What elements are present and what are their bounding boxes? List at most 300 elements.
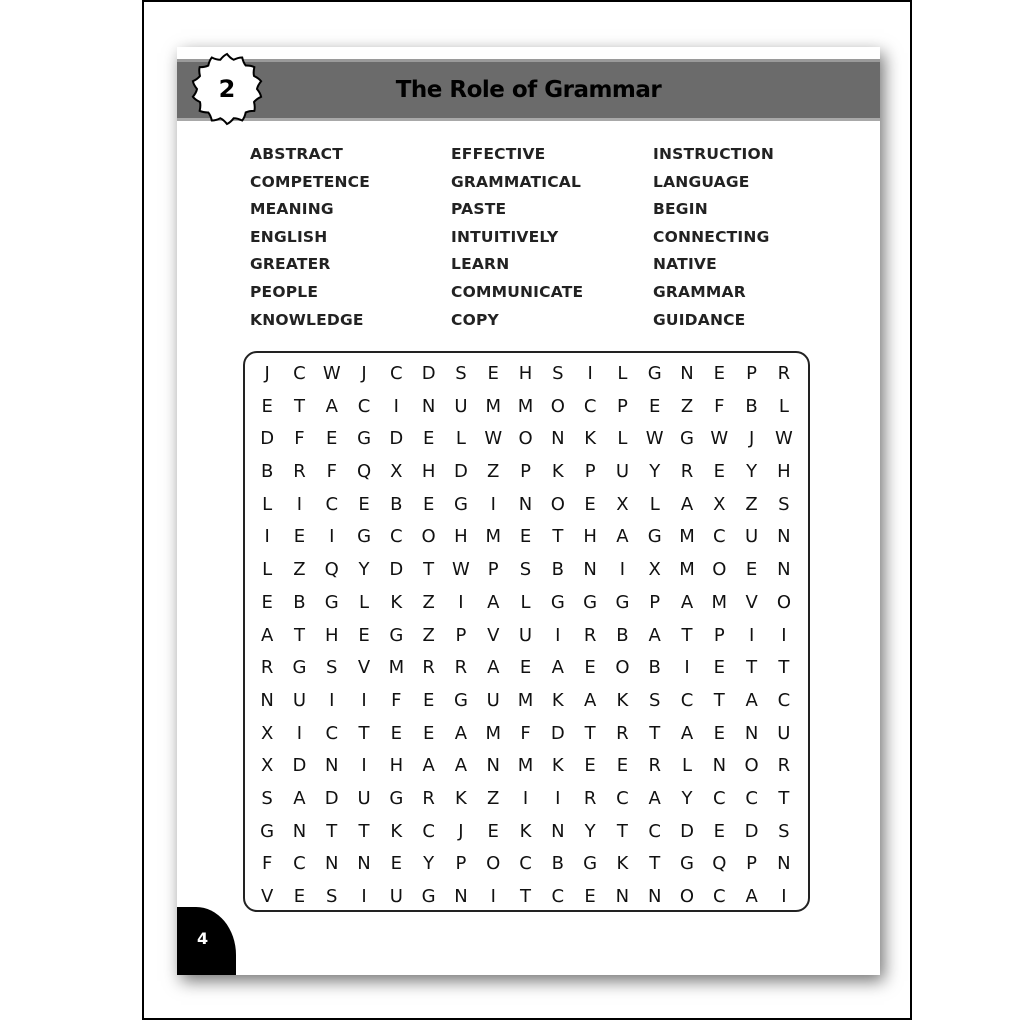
grid-row: [251, 358, 800, 391]
grid-cell[interactable]: M: [679, 526, 695, 548]
grid-cell[interactable]: I: [619, 559, 626, 581]
grid-cell[interactable]: T: [358, 722, 370, 744]
grid-cell[interactable]: I: [458, 591, 464, 613]
grid-cell[interactable]: A: [260, 624, 274, 646]
grid-cell[interactable]: U: [389, 886, 403, 907]
grid-cell[interactable]: S: [552, 363, 564, 384]
grid-cell[interactable]: Y: [358, 559, 370, 581]
grid-cell[interactable]: T: [584, 722, 596, 744]
grid-cell[interactable]: K: [551, 755, 564, 777]
grid-cell[interactable]: G: [421, 886, 436, 907]
grid-cell[interactable]: I: [555, 787, 561, 809]
grid-cell[interactable]: J: [748, 428, 755, 450]
grid-cell[interactable]: C: [422, 820, 435, 842]
grid-cell[interactable]: G: [583, 591, 598, 613]
grid-row: [251, 783, 800, 816]
grid-cell[interactable]: B: [648, 657, 661, 679]
grid-cell[interactable]: H: [777, 461, 791, 483]
grid-cell[interactable]: B: [390, 493, 403, 515]
grid-cell[interactable]: N: [615, 886, 630, 907]
grid-cell[interactable]: G: [647, 526, 662, 548]
grid-cell[interactable]: U: [777, 722, 791, 744]
grid-cell[interactable]: U: [357, 787, 371, 809]
grid-cell[interactable]: S: [455, 363, 467, 384]
grid-cell[interactable]: N: [680, 363, 694, 384]
grid-cell[interactable]: G: [680, 853, 694, 875]
grid-cell[interactable]: O: [776, 591, 791, 613]
grid-cell[interactable]: I: [781, 624, 787, 646]
grid-cell[interactable]: R: [454, 657, 468, 679]
grid-cell[interactable]: K: [519, 820, 532, 842]
grid-cell[interactable]: E: [584, 493, 596, 515]
grid-cell[interactable]: N: [551, 428, 565, 450]
grid-cell[interactable]: P: [713, 624, 725, 646]
grid-cell[interactable]: D: [260, 428, 275, 450]
grid-cell[interactable]: A: [745, 689, 758, 711]
grid-cell[interactable]: Y: [649, 461, 661, 483]
grid-cell[interactable]: T: [713, 689, 725, 711]
grid-cell[interactable]: L: [681, 755, 693, 777]
grid-cell[interactable]: D: [680, 820, 694, 842]
grid-cell[interactable]: D: [292, 755, 307, 777]
grid-cell[interactable]: K: [616, 689, 629, 711]
grid-cell[interactable]: O: [550, 395, 565, 417]
grid-cell[interactable]: O: [421, 526, 436, 548]
grid-cell[interactable]: X: [390, 461, 403, 483]
grid-cell[interactable]: O: [615, 657, 630, 679]
grid-cell[interactable]: R: [616, 722, 629, 744]
grid-cell[interactable]: R: [777, 363, 791, 384]
grid-cell[interactable]: K: [551, 689, 564, 711]
grid-cell[interactable]: X: [260, 722, 274, 744]
grid-cell[interactable]: V: [745, 591, 758, 613]
grid-cell[interactable]: P: [520, 461, 531, 483]
grid-cell[interactable]: D: [389, 559, 404, 581]
grid-cell[interactable]: N: [744, 722, 759, 744]
grid-cell[interactable]: R: [583, 624, 597, 646]
grid-cell[interactable]: E: [293, 886, 306, 907]
grid-cell[interactable]: N: [421, 395, 436, 417]
grid-cell[interactable]: U: [518, 624, 533, 646]
grid-cell[interactable]: J: [458, 820, 464, 842]
grid-cell[interactable]: F: [714, 395, 725, 417]
grid-cell[interactable]: X: [260, 755, 274, 777]
grid-cell[interactable]: J: [264, 363, 270, 384]
grid-cell[interactable]: C: [357, 395, 371, 417]
grid-cell[interactable]: H: [324, 624, 339, 646]
grid-cell[interactable]: Z: [293, 559, 306, 581]
grid-cell[interactable]: R: [422, 787, 435, 809]
grid-cell[interactable]: I: [684, 657, 690, 679]
grid-cell[interactable]: T: [520, 886, 532, 907]
grid-cell[interactable]: P: [746, 853, 758, 875]
page-number: 4: [197, 929, 209, 948]
grid-cell[interactable]: B: [293, 591, 306, 613]
grid-cell[interactable]: G: [550, 591, 565, 613]
grid-cell[interactable]: N: [292, 820, 307, 842]
grid-cell[interactable]: D: [744, 820, 759, 842]
grid-cell[interactable]: I: [393, 395, 399, 417]
grid-cell[interactable]: I: [361, 886, 367, 907]
grid-cell[interactable]: A: [648, 787, 661, 809]
grid-cell[interactable]: E: [487, 820, 499, 842]
grid-cell[interactable]: C: [583, 395, 597, 417]
grid-cell[interactable]: T: [326, 820, 338, 842]
grid-cell[interactable]: I: [296, 493, 303, 515]
grid-cell[interactable]: V: [260, 886, 274, 907]
grid-cell[interactable]: P: [616, 395, 628, 417]
grid-cell[interactable]: E: [519, 657, 532, 679]
grid-cell[interactable]: Y: [746, 461, 758, 483]
grid-cell[interactable]: I: [296, 722, 303, 744]
grid-cell[interactable]: E: [519, 526, 532, 548]
grid-cell[interactable]: Y: [681, 787, 693, 809]
grid-cell[interactable]: K: [390, 591, 403, 613]
grid-cell[interactable]: R: [777, 755, 791, 777]
grid-cell[interactable]: X: [616, 493, 629, 515]
grid-cell[interactable]: G: [453, 493, 468, 515]
grid-cell[interactable]: T: [616, 820, 628, 842]
grid-cell[interactable]: G: [389, 624, 404, 646]
grid-cell[interactable]: U: [745, 526, 759, 548]
grid-cell[interactable]: E: [713, 657, 725, 679]
grid-cell[interactable]: C: [293, 363, 306, 384]
grid-cell[interactable]: T: [358, 820, 370, 842]
grid-cell[interactable]: B: [551, 559, 564, 581]
grid-cell[interactable]: D: [421, 363, 436, 384]
word-list-column-2: [451, 141, 583, 334]
grid-cell[interactable]: C: [551, 886, 565, 907]
grid-cell[interactable]: M: [485, 722, 501, 744]
word-list-item: GRAMMAR: [653, 282, 746, 301]
grid-cell[interactable]: C: [293, 853, 306, 875]
grid-cell[interactable]: N: [260, 689, 274, 711]
grid-cell[interactable]: K: [551, 461, 564, 483]
grid-cell[interactable]: G: [453, 689, 468, 711]
grid-cell[interactable]: I: [748, 624, 755, 646]
grid-cell[interactable]: I: [490, 886, 496, 907]
grid-cell[interactable]: M: [711, 591, 728, 613]
grid-cell[interactable]: E: [390, 722, 403, 744]
grid-cell[interactable]: E: [584, 886, 596, 907]
grid-cell[interactable]: G: [389, 787, 404, 809]
grid-cell[interactable]: O: [550, 493, 565, 515]
grid-cell[interactable]: A: [648, 624, 661, 646]
grid-cell[interactable]: L: [262, 559, 273, 581]
grid-cell[interactable]: N: [518, 493, 533, 515]
grid-cell[interactable]: Y: [423, 853, 435, 875]
grid-cell[interactable]: G: [583, 853, 598, 875]
grid-cell[interactable]: R: [260, 657, 274, 679]
grid-cell[interactable]: E: [422, 689, 435, 711]
grid-cell[interactable]: E: [422, 428, 435, 450]
grid-cell[interactable]: X: [648, 559, 661, 581]
grid-cell[interactable]: E: [422, 493, 435, 515]
grid-cell[interactable]: E: [649, 395, 661, 417]
grid-cell[interactable]: E: [261, 591, 273, 613]
grid-cell[interactable]: G: [647, 363, 662, 384]
grid-cell[interactable]: D: [324, 787, 339, 809]
grid-cell[interactable]: T: [293, 624, 305, 646]
grid-cell[interactable]: N: [777, 559, 791, 581]
grid-cell[interactable]: A: [487, 591, 500, 613]
word-list-item: BEGIN: [653, 200, 708, 219]
grid-cell[interactable]: T: [649, 722, 661, 744]
grid-cell[interactable]: C: [390, 526, 403, 548]
grid-cell[interactable]: L: [617, 363, 628, 384]
grid-cell[interactable]: E: [584, 755, 596, 777]
grid-cell[interactable]: K: [616, 853, 629, 875]
grid-cell[interactable]: C: [680, 689, 694, 711]
grid-cell[interactable]: S: [778, 493, 790, 515]
grid-cell[interactable]: W: [710, 428, 729, 450]
grid-cell[interactable]: L: [520, 591, 531, 613]
grid-cell[interactable]: D: [453, 461, 468, 483]
grid-cell[interactable]: Z: [680, 395, 694, 417]
grid-cell[interactable]: W: [322, 363, 341, 384]
grid-cell[interactable]: A: [293, 787, 306, 809]
grid-cell[interactable]: M: [517, 689, 534, 711]
grid-cell[interactable]: S: [326, 886, 338, 907]
grid-cell[interactable]: B: [551, 853, 564, 875]
grid-cell[interactable]: E: [713, 722, 725, 744]
grid-cell[interactable]: K: [584, 428, 597, 450]
grid-cell[interactable]: U: [292, 689, 307, 711]
grid-cell[interactable]: E: [261, 395, 273, 417]
grid-cell[interactable]: E: [713, 461, 725, 483]
grid-cell[interactable]: E: [616, 755, 629, 777]
grid-cell[interactable]: A: [680, 722, 694, 744]
grid-cell[interactable]: I: [587, 363, 593, 384]
grid-cell[interactable]: W: [774, 428, 793, 450]
grid-cell[interactable]: L: [649, 493, 660, 515]
grid-cell[interactable]: E: [713, 363, 725, 384]
grid-cell[interactable]: E: [390, 853, 403, 875]
grid-cell[interactable]: A: [487, 657, 500, 679]
grid-cell[interactable]: I: [264, 526, 270, 548]
grid-cell[interactable]: L: [262, 493, 273, 515]
grid-cell[interactable]: T: [649, 853, 661, 875]
grid-cell[interactable]: D: [550, 722, 565, 744]
grid-cell[interactable]: V: [487, 624, 500, 646]
grid-cell[interactable]: P: [455, 624, 467, 646]
grid-cell[interactable]: G: [324, 591, 339, 613]
grid-cell[interactable]: N: [551, 820, 565, 842]
grid-cell[interactable]: Q: [324, 559, 339, 581]
grid-cell[interactable]: E: [713, 820, 725, 842]
grid-cell[interactable]: C: [777, 689, 791, 711]
grid-cell[interactable]: N: [325, 755, 339, 777]
grid-cell[interactable]: F: [391, 689, 402, 711]
grid-cell[interactable]: L: [359, 591, 370, 613]
grid-cell[interactable]: N: [712, 755, 727, 777]
grid-cell[interactable]: N: [647, 886, 662, 907]
grid-cell[interactable]: U: [454, 395, 468, 417]
grid-cell[interactable]: T: [681, 624, 693, 646]
grid-cell[interactable]: A: [680, 493, 694, 515]
grid-cell[interactable]: V: [357, 657, 371, 679]
grid-cell[interactable]: J: [361, 363, 367, 384]
grid-cell[interactable]: H: [583, 526, 597, 548]
grid-cell[interactable]: T: [552, 526, 564, 548]
grid-cell[interactable]: N: [454, 886, 468, 907]
grid-cell[interactable]: I: [329, 689, 335, 711]
grid-cell[interactable]: U: [615, 461, 629, 483]
grid-cell[interactable]: B: [745, 395, 758, 417]
grid-cell[interactable]: H: [421, 461, 436, 483]
grid-cell[interactable]: C: [713, 886, 726, 907]
grid-cell[interactable]: H: [518, 363, 533, 384]
grid-cell[interactable]: N: [357, 853, 371, 875]
grid-cell[interactable]: P: [487, 559, 499, 581]
grid-cell[interactable]: E: [487, 363, 499, 384]
grid-cell[interactable]: Z: [422, 624, 435, 646]
grid-cell[interactable]: I: [329, 526, 335, 548]
grid-cell[interactable]: Z: [487, 787, 500, 809]
grid-cell[interactable]: Q: [356, 461, 372, 483]
grid-cell[interactable]: A: [680, 591, 694, 613]
grid-cell[interactable]: S: [648, 689, 661, 711]
grid-cell[interactable]: M: [517, 755, 534, 777]
grid-cell[interactable]: X: [713, 493, 726, 515]
grid-cell[interactable]: I: [361, 755, 367, 777]
grid-cell[interactable]: C: [616, 787, 629, 809]
grid-cell[interactable]: R: [583, 787, 597, 809]
grid-cell[interactable]: M: [679, 559, 695, 581]
grid-cell[interactable]: N: [777, 526, 791, 548]
grid-cell[interactable]: N: [583, 559, 597, 581]
grid-cell[interactable]: Y: [584, 820, 596, 842]
grid-cell[interactable]: M: [485, 395, 501, 417]
grid-cell[interactable]: T: [746, 657, 758, 679]
grid-cell[interactable]: F: [326, 461, 337, 483]
grid-cell[interactable]: M: [388, 657, 405, 679]
grid-cell[interactable]: C: [519, 853, 532, 875]
grid-cell[interactable]: N: [777, 853, 791, 875]
grid-cell[interactable]: L: [778, 395, 789, 417]
grid-cell[interactable]: C: [713, 787, 726, 809]
grid-cell[interactable]: G: [292, 657, 307, 679]
grid-cell[interactable]: O: [486, 853, 501, 875]
grid-cell[interactable]: N: [486, 755, 500, 777]
grid-row: [251, 652, 800, 685]
grid-cell[interactable]: I: [555, 624, 561, 646]
grid-cell[interactable]: T: [778, 657, 790, 679]
grid-cell[interactable]: W: [484, 428, 503, 450]
grid-cell[interactable]: R: [293, 461, 306, 483]
grid-cell[interactable]: A: [745, 886, 758, 907]
grid-cell[interactable]: G: [615, 591, 630, 613]
grid-cell[interactable]: S: [778, 820, 790, 842]
grid-cell[interactable]: G: [680, 428, 694, 450]
grid-cell[interactable]: W: [452, 559, 470, 581]
grid-cell[interactable]: G: [260, 820, 275, 842]
grid-cell[interactable]: S: [326, 657, 338, 679]
grid-cell[interactable]: U: [486, 689, 500, 711]
grid-cell[interactable]: A: [422, 755, 435, 777]
grid-cell[interactable]: E: [293, 526, 306, 548]
grid-cell[interactable]: E: [358, 624, 370, 646]
grid-cell[interactable]: T: [293, 395, 305, 417]
grid-cell[interactable]: C: [648, 820, 661, 842]
grid-cell[interactable]: M: [517, 395, 534, 417]
grid-cell[interactable]: R: [648, 755, 661, 777]
grid-cell[interactable]: F: [520, 722, 531, 744]
grid-cell[interactable]: C: [325, 493, 339, 515]
grid-cell[interactable]: H: [389, 755, 404, 777]
puzzle-number: 2: [218, 75, 236, 103]
grid-cell[interactable]: E: [584, 657, 596, 679]
grid-cell[interactable]: M: [485, 526, 501, 548]
grid-cell[interactable]: C: [390, 363, 403, 384]
grid-cell[interactable]: A: [551, 657, 564, 679]
grid-cell[interactable]: P: [746, 363, 758, 384]
grid-cell[interactable]: I: [522, 787, 529, 809]
grid-cell[interactable]: O: [712, 559, 727, 581]
grid-cell[interactable]: D: [389, 428, 404, 450]
grid-cell[interactable]: H: [454, 526, 468, 548]
grid-cell[interactable]: S: [261, 787, 273, 809]
grid-cell[interactable]: I: [490, 493, 496, 515]
grid-cell[interactable]: O: [518, 428, 533, 450]
grid-cell[interactable]: R: [422, 657, 435, 679]
grid-cell[interactable]: I: [361, 689, 367, 711]
grid-cell[interactable]: C: [745, 787, 758, 809]
workbook-page: [177, 47, 880, 975]
grid-cell[interactable]: A: [583, 689, 597, 711]
grid-cell[interactable]: Z: [745, 493, 758, 515]
grid-cell[interactable]: R: [680, 461, 694, 483]
grid-cell[interactable]: I: [781, 886, 787, 907]
grid-cell[interactable]: K: [455, 787, 467, 809]
grid-cell[interactable]: K: [390, 820, 403, 842]
grid-cell[interactable]: P: [649, 591, 661, 613]
grid-row: [251, 521, 800, 554]
grid-cell[interactable]: P: [584, 461, 596, 483]
grid-cell[interactable]: F: [261, 853, 273, 875]
grid-cell[interactable]: E: [422, 722, 435, 744]
grid-cell[interactable]: O: [744, 755, 759, 777]
grid-cell[interactable]: A: [454, 755, 468, 777]
grid-cell[interactable]: G: [357, 428, 372, 450]
grid-cell[interactable]: A: [616, 526, 629, 548]
grid-cell[interactable]: B: [260, 461, 274, 483]
word-list-item: KNOWLEDGE: [250, 310, 364, 329]
grid-cell[interactable]: T: [423, 559, 435, 581]
grid-cell[interactable]: W: [645, 428, 664, 450]
grid-cell[interactable]: Z: [422, 591, 435, 613]
grid-cell[interactable]: A: [325, 395, 338, 417]
grid-cell[interactable]: G: [357, 526, 372, 548]
grid-cell[interactable]: N: [325, 853, 339, 875]
grid-cell[interactable]: P: [455, 853, 467, 875]
grid-cell[interactable]: Z: [487, 461, 500, 483]
grid-cell[interactable]: C: [325, 722, 339, 744]
grid-cell[interactable]: B: [616, 624, 629, 646]
grid-cell[interactable]: Q: [712, 853, 727, 875]
grid-cell[interactable]: E: [745, 559, 758, 581]
grid-cell[interactable]: L: [617, 428, 628, 450]
grid-cell[interactable]: O: [679, 886, 695, 907]
grid-cell[interactable]: F: [294, 428, 305, 450]
grid-cell[interactable]: T: [778, 787, 790, 809]
grid-cell[interactable]: L: [455, 428, 466, 450]
grid-cell[interactable]: E: [326, 428, 338, 450]
grid-cell[interactable]: S: [519, 559, 532, 581]
grid-cell[interactable]: C: [713, 526, 726, 548]
grid-cell[interactable]: A: [454, 722, 468, 744]
grid-cell[interactable]: E: [358, 493, 370, 515]
